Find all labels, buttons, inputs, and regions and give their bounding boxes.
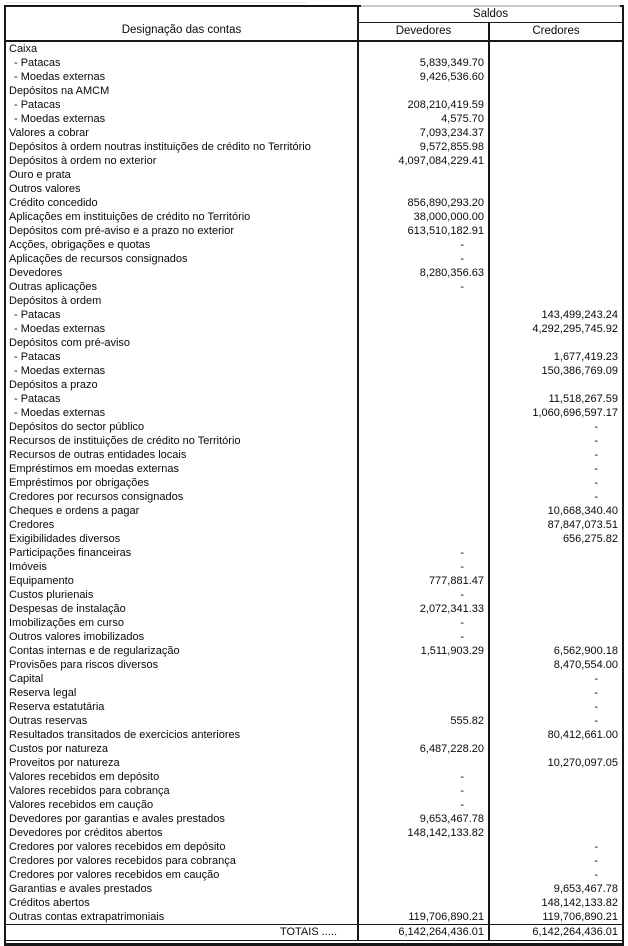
table-row [6,154,622,168]
account-label-cell: - Patacas [6,56,359,70]
devedores-value-cell [359,420,490,434]
credores-value-cell: 10,668,340.40 [547,505,618,517]
account-label-cell: Valores a cobrar [6,126,359,140]
devedores-value-cell: 5,839,349.70 [359,56,490,70]
table-row [6,686,622,700]
devedores-value-cell: - [359,630,490,644]
credores-value-cell: - [594,715,598,727]
devedores-value-cell [359,882,490,896]
scan-artifact [6,2,306,3]
credores-value-cell [490,84,622,98]
totals-row [6,924,622,941]
table-row [6,854,622,868]
table-row [6,140,622,154]
devedores-value-cell [359,868,490,882]
credores-value-cell [490,168,622,182]
account-label-cell: Custos por natureza [6,742,359,756]
devedores-value-cell: - [359,784,490,798]
credores-value-cell [490,280,622,294]
table-row [6,476,622,490]
table-row [6,420,622,434]
table-row [6,238,622,252]
account-label-cell: Outras contas extrapatrimoniais [6,910,359,924]
table-row [6,490,622,504]
table-row [6,644,622,658]
account-label-cell: Credores por valores recebidos para cobrança [6,854,359,868]
account-label-cell: Imobilizações em curso [6,616,359,630]
table-row [6,784,622,798]
credores-value-cell [490,742,622,756]
credores-value-cell: 10,270,097.05 [547,757,618,769]
devedores-value-cell: - [359,238,490,252]
table-row [6,588,622,602]
table-row [6,336,622,350]
devedores-value-cell: 4,575.70 [359,112,490,126]
column-header-credores: Credores [532,25,580,37]
credores-value-cell [490,266,622,280]
credores-value-cell: 4,292,295,745.92 [532,323,618,335]
table-row [6,616,622,630]
credores-value-cell [490,70,622,84]
devedores-value-cell [359,42,490,56]
table-row [6,70,622,84]
totals-label: TOTAIS ..... [6,925,359,940]
account-label-cell: Empréstimos por obrigações [6,476,359,490]
table-row [6,378,622,392]
devedores-value-cell [359,686,490,700]
table-row [6,574,622,588]
credores-value-cell [490,98,622,112]
devedores-value-cell: - [359,770,490,784]
account-label-cell: - Moedas externas [6,406,359,420]
saldos-header-block [359,7,622,40]
table-row [6,728,622,742]
column-group-saldos: Saldos [359,7,622,23]
account-label-cell: Reserva legal [6,686,359,700]
account-label-cell: Participações financeiras [6,546,359,560]
credores-value-cell [490,238,622,252]
credores-value-cell: 656,275.82 [562,533,618,545]
credores-value-cell [490,560,622,574]
column-header-designacao: Designação das contas [6,7,359,40]
account-label-cell: Recursos de outras entidades locais [6,448,359,462]
devedores-value-cell: 8,280,356.63 [359,266,490,280]
account-label-cell: Depósitos a prazo [6,378,359,392]
credores-value-cell [490,182,622,196]
account-label-cell: Outras reservas [6,714,359,728]
devedores-value-cell: 9,572,855.98 [359,140,490,154]
devedores-value-cell: 9,426,536.60 [359,70,490,84]
table-row [6,224,622,238]
devedores-value-cell: 119,706,890.21 [359,910,490,924]
column-header-devedores: Devedores [359,23,490,40]
credores-value-cell: 150,386,769.09 [541,365,618,377]
table-row [6,546,622,560]
table-row [6,714,622,728]
credores-value-cell: 87,847,073.51 [547,519,618,531]
table-row [6,126,622,140]
table-row [6,826,622,840]
totals-devedores: 6,142,264,436.01 [359,925,490,940]
credores-value-cell [490,630,622,644]
credores-value-cell: - [594,491,598,503]
credores-value-cell [490,196,622,210]
devedores-value-cell [359,462,490,476]
credores-value-cell [490,294,622,308]
account-label-cell: Contas internas e de regularização [6,644,359,658]
account-label-cell: Outros valores imobilizados [6,630,359,644]
account-label-cell: - Moedas externas [6,364,359,378]
credores-value-cell: 1,060,696,597.17 [532,407,618,419]
credores-value-cell [490,784,622,798]
credores-value-cell: 8,470,554.00 [553,659,618,671]
devedores-value-cell: - [359,616,490,630]
devedores-value-cell: - [359,252,490,266]
credores-value-cell [490,42,622,56]
devedores-value-cell [359,84,490,98]
credores-value-cell: - [594,687,598,699]
table-row [6,812,622,826]
account-label-cell: Depósitos à ordem [6,294,359,308]
credores-value-cell [490,140,622,154]
table-row [6,532,622,546]
table-row [6,322,622,336]
account-label-cell: Reserva estatutária [6,700,359,714]
devedores-value-cell: 555.82 [359,714,490,728]
account-label-cell: - Patacas [6,308,359,322]
account-label-cell: - Moedas externas [6,70,359,84]
account-label-cell: Resultados transitados de exercicios anteriores [6,728,359,742]
devedores-value-cell [359,672,490,686]
devedores-value-cell: 38,000,000.00 [359,210,490,224]
credores-value-cell [490,770,622,784]
devedores-value-cell [359,350,490,364]
credores-value-cell [490,546,622,560]
table-row [6,210,622,224]
account-label-cell: Custos plurienais [6,588,359,602]
saldos-subheader-row [359,23,622,40]
account-label-cell: Outras aplicações [6,280,359,294]
devedores-value-cell [359,336,490,350]
account-label-cell: Devedores por créditos abertos [6,826,359,840]
credores-value-cell [490,126,622,140]
credores-value-cell: 1,677,419.23 [553,351,618,363]
table-row [6,266,622,280]
table-row [6,406,622,420]
account-label-cell: Depósitos à ordem no exterior [6,154,359,168]
devedores-value-cell [359,392,490,406]
table-row [6,112,622,126]
devedores-value-cell [359,840,490,854]
table-row [6,84,622,98]
table-row [6,518,622,532]
credores-value-cell: - [594,435,598,447]
table-row [6,630,622,644]
accounts-table [4,5,624,946]
table-row [6,308,622,322]
account-label-cell: Devedores por garantias e avales prestados [6,812,359,826]
devedores-value-cell [359,308,490,322]
devedores-value-cell [359,854,490,868]
account-label-cell: Acções, obrigações e quotas [6,238,359,252]
credores-value-cell: 6,562,900.18 [553,645,618,657]
table-row [6,840,622,854]
credores-value-cell [490,602,622,616]
table-row [6,742,622,756]
devedores-value-cell [359,700,490,714]
credores-value-cell: - [594,841,598,853]
credores-value-cell [490,826,622,840]
account-label-cell: Aplicações em instituições de crédito no Território [6,210,359,224]
devedores-value-cell: 4,097,084,229.41 [359,154,490,168]
devedores-value-cell: - [359,546,490,560]
credores-value-cell: 143,499,243.24 [541,309,618,321]
devedores-value-cell: 9,653,467.78 [359,812,490,826]
credores-value-cell [490,154,622,168]
devedores-value-cell: - [359,560,490,574]
devedores-value-cell [359,504,490,518]
account-label-cell: Aplicações de recursos consignados [6,252,359,266]
account-label-cell: Depósitos com pré-aviso e a prazo no exterior [6,224,359,238]
devedores-value-cell [359,182,490,196]
table-row [6,448,622,462]
table-row [6,462,622,476]
credores-value-cell: 9,653,467.78 [553,883,618,895]
devedores-value-cell: 208,210,419.59 [359,98,490,112]
account-label-cell: - Patacas [6,392,359,406]
table-row [6,504,622,518]
devedores-value-cell [359,756,490,770]
account-label-cell: Valores recebidos em depósito [6,770,359,784]
table-row [6,294,622,308]
table-row [6,182,622,196]
account-label-cell: Devedores [6,266,359,280]
account-label-cell: - Patacas [6,98,359,112]
credores-value-cell: - [594,855,598,867]
devedores-value-cell [359,518,490,532]
devedores-value-cell: - [359,798,490,812]
devedores-value-cell: - [359,280,490,294]
credores-value-cell: 11,518,267.59 [548,393,618,405]
credores-value-cell [490,574,622,588]
account-label-cell: Depósitos do sector público [6,420,359,434]
devedores-value-cell [359,490,490,504]
credores-value-cell: 119,706,890.21 [542,911,618,923]
credores-value-cell [490,812,622,826]
account-label-cell: Despesas de instalação [6,602,359,616]
table-row [6,602,622,616]
table-row [6,756,622,770]
table-row [6,56,622,70]
devedores-value-cell: 613,510,182.91 [359,224,490,238]
table-header [6,7,622,42]
credores-value-cell [490,224,622,238]
account-label-cell: Créditos abertos [6,896,359,910]
table-row [6,672,622,686]
account-label-cell: Ouro e prata [6,168,359,182]
table-row [6,882,622,896]
devedores-value-cell [359,728,490,742]
devedores-value-cell [359,434,490,448]
devedores-value-cell [359,406,490,420]
table-row [6,896,622,910]
account-label-cell: Garantias e avales prestados [6,882,359,896]
devedores-value-cell: 6,487,228.20 [359,742,490,756]
devedores-value-cell: 856,890,293.20 [359,196,490,210]
table-row [6,798,622,812]
table-row [6,350,622,364]
table-row [6,42,622,56]
table-row [6,868,622,882]
account-label-cell: Valores recebidos para cobrança [6,784,359,798]
devedores-value-cell: 777,881.47 [359,574,490,588]
table-row [6,392,622,406]
table-row [6,252,622,266]
credores-value-cell: - [594,477,598,489]
credores-value-cell [490,378,622,392]
devedores-value-cell [359,364,490,378]
account-label-cell: Depósitos na AMCM [6,84,359,98]
devedores-value-cell: 1,511,903.29 [359,644,490,658]
credores-value-cell: - [594,421,598,433]
table-body [6,42,622,924]
account-label-cell: Credores por valores recebidos em caução [6,868,359,882]
credores-value-cell [490,112,622,126]
account-label-cell: Depósitos com pré-aviso [6,336,359,350]
table-row [6,910,622,924]
account-label-cell: Provisões para riscos diversos [6,658,359,672]
devedores-value-cell [359,896,490,910]
account-label-cell: Depósitos à ordem noutras instituições de crédito no Território [6,140,359,154]
devedores-value-cell [359,378,490,392]
account-label-cell: Proveitos por natureza [6,756,359,770]
credores-value-cell: 148,142,133.82 [541,897,618,909]
table-row [6,700,622,714]
table-row [6,364,622,378]
devedores-value-cell [359,532,490,546]
account-label-cell: Exigibilidades diversos [6,532,359,546]
credores-value-cell: - [594,701,598,713]
table-row [6,434,622,448]
table-row [6,168,622,182]
account-label-cell: Equipamento [6,574,359,588]
credores-value-cell [490,210,622,224]
table-row [6,770,622,784]
account-label-cell: Credores por recursos consignados [6,490,359,504]
account-label-cell: Recursos de instituições de crédito no Território [6,434,359,448]
table-row [6,196,622,210]
devedores-value-cell: 148,142,133.82 [359,826,490,840]
table-row [6,98,622,112]
account-label-cell: Capital [6,672,359,686]
account-label-cell: Credores por valores recebidos em depósito [6,840,359,854]
account-label-cell: - Patacas [6,350,359,364]
devedores-value-cell: 2,072,341.33 [359,602,490,616]
devedores-value-cell [359,168,490,182]
account-label-cell: Credores [6,518,359,532]
devedores-value-cell [359,322,490,336]
credores-value-cell: - [594,449,598,461]
account-label-cell: Caixa [6,42,359,56]
table-row [6,280,622,294]
devedores-value-cell [359,476,490,490]
devedores-value-cell: 7,093,234.37 [359,126,490,140]
credores-value-cell [490,252,622,266]
devedores-value-cell [359,294,490,308]
devedores-value-cell: - [359,588,490,602]
account-label-cell: Empréstimos em moedas externas [6,462,359,476]
table-row [6,560,622,574]
credores-value-cell [490,588,622,602]
account-label-cell: Cheques e ordens a pagar [6,504,359,518]
devedores-value-cell [359,658,490,672]
devedores-value-cell [359,448,490,462]
credores-value-cell [490,798,622,812]
credores-value-cell: - [594,869,598,881]
credores-value-cell [490,616,622,630]
account-label-cell: - Moedas externas [6,112,359,126]
credores-value-cell [490,336,622,350]
totals-credores: 6,142,264,436.01 [532,926,618,938]
credores-value-cell: 80,412,661.00 [547,729,618,741]
account-label-cell: Imóveis [6,560,359,574]
account-label-cell: Outros valores [6,182,359,196]
credores-value-cell [490,56,622,70]
account-label-cell: Valores recebidos em caução [6,798,359,812]
table-row [6,658,622,672]
credores-value-cell: - [594,673,598,685]
credores-value-cell: - [594,463,598,475]
account-label-cell: Crédito concedido [6,196,359,210]
account-label-cell: - Moedas externas [6,322,359,336]
